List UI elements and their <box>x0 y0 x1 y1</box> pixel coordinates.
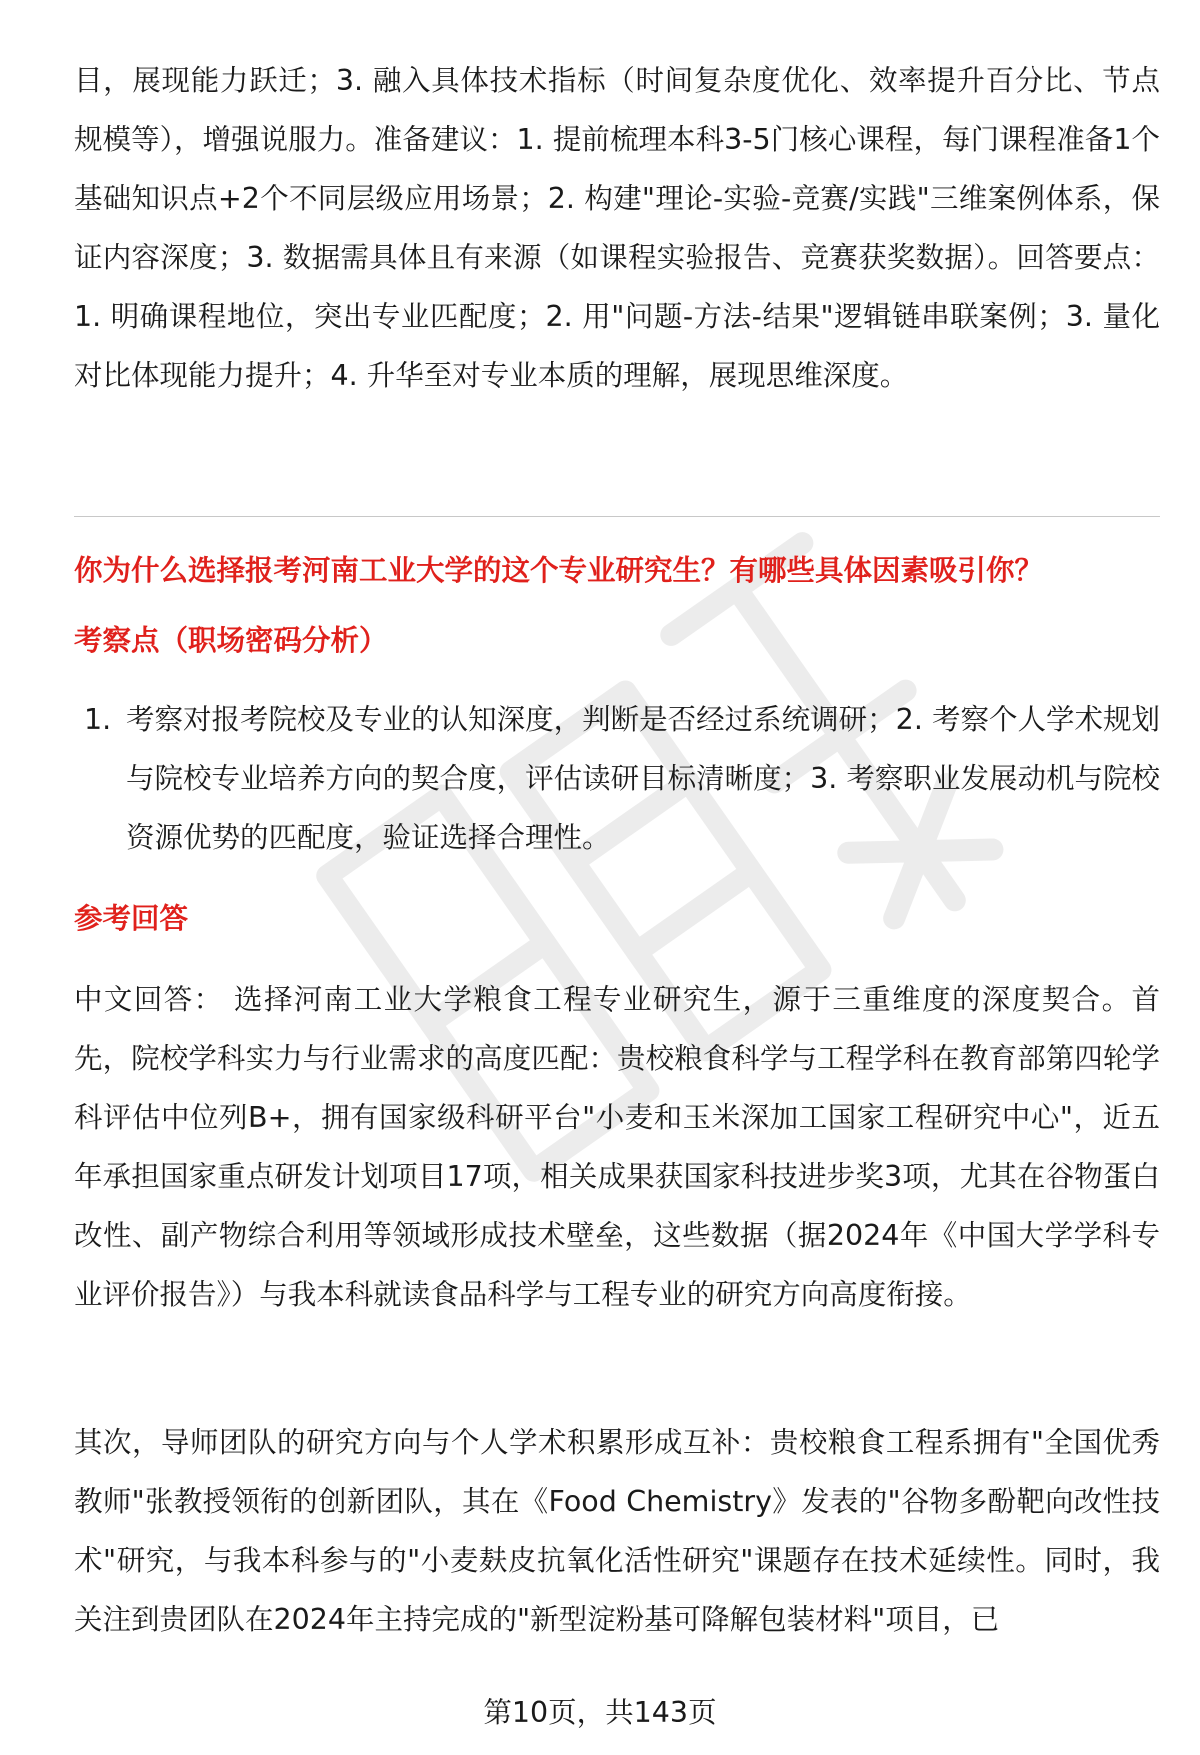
question-title: 你为什么选择报考河南工业大学的这个专业研究生？有哪些具体因素吸引你？ <box>74 554 1044 587</box>
assessment-heading: 考察点（职场密码分析） <box>74 624 388 657</box>
list-item-text: 考察对报考院校及专业的认知深度，判断是否经过系统调研；2. 考察个人学术规划与院校专业培养方向的契合度，评估读研目标清晰度；3. 考察职业发展动机与院校资源优势的匹配度，验证选择合理性。 <box>126 703 1160 854</box>
reference-heading: 参考回答 <box>74 902 189 935</box>
document-page <box>74 0 1160 405</box>
page-number-footer: 第10页，共143页 <box>483 1696 717 1729</box>
answer-paragraph-1: 中文回答： 选择河南工业大学粮食工程专业研究生，源于三重维度的深度契合。首先，院校学科实力与行业需求的高度匹配：贵校粮食科学与工程学科在教育部第四轮学科评估中位列B+，拥有国家级科研平台"小麦和玉米深加工国家工程研究中心"，近五年承担国家重点研发计划项目17项，相关成果获国家科技进步奖3项，尤其在谷物蛋白改性、副产物综合利用等领域形成技术壁垒，这些数据（据2024年《中国大学学科专业评价报告》）与我本科就读食品科学与工程专业的研究方向高度衔接。 <box>74 983 1160 1311</box>
section-divider <box>74 516 1160 517</box>
answer-paragraph-2: 其次，导师团队的研究方向与个人学术积累形成互补：贵校粮食工程系拥有"全国优秀教师"张教授领衔的创新团队，其在《Food Chemistry》发表的"谷物多酚靶向改性技术"研究，与我本科参与的"小麦麸皮抗氧化活性研究"课题存在技术延续性。同时，我关注到贵团队在2024年主持完成的"新型淀粉基可降解包装材料"项目，已 <box>74 1426 1160 1636</box>
assessment-list <box>74 690 1160 867</box>
intro-paragraph: 目，展现能力跃迁；3. 融入具体技术指标（时间复杂度优化、效率提升百分比、节点规模等），增强说服力。准备建议：1. 提前梳理本科3-5门核心课程，每门课程准备1个基础知识点+2个不同层级应用场景；2. 构建"理论-实验-竞赛/实践"三维案例体系，保证内容深度；3. 数据需具体且有来源（如课程实验报告、竞赛获奖数据）。回答要点：1. 明确课程地位，突出专业匹配度；2. 用"问题-方法-结果"逻辑链串联案例；3. 量化对比体现能力提升；4. 升华至对专业本质的理解，展现思维深度。 <box>74 64 1160 392</box>
list-item <box>74 690 1160 867</box>
list-item-number: 1. <box>84 703 112 736</box>
